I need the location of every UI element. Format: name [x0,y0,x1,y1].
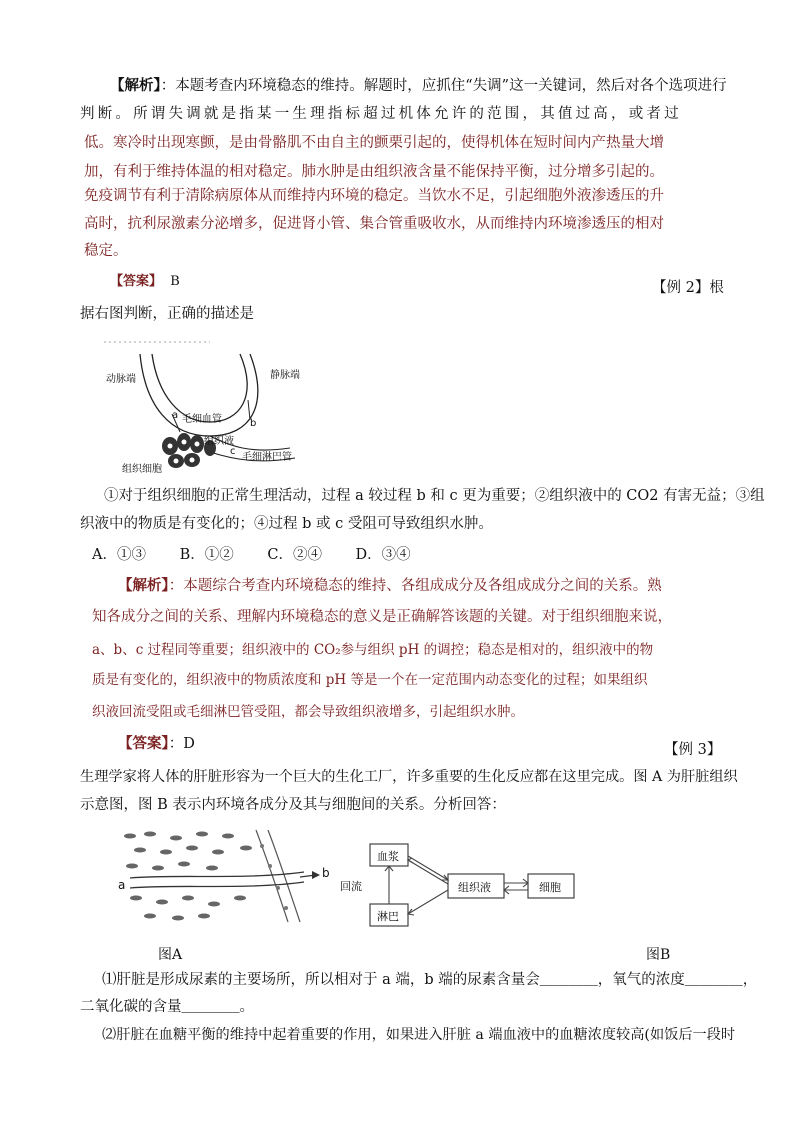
label-a: a [172,410,179,421]
flow-arrowhead [312,871,320,879]
arrow-fluid-to-lymph [408,890,448,914]
ex3-stem-2: 示意图，图 B 表示内环境各成分及其与细胞间的关系。分析回答： [80,797,506,813]
ex2-options: A．①③ B．①② C．②④ D．③④ [92,547,411,563]
label-artery-end: 动脉端 [106,374,136,385]
label-c: c [230,446,236,457]
liver-cell [196,832,208,837]
blood-cell [284,906,288,910]
ex2-analysis-line-5: 织液回流受阻或毛细淋巴管受阻，都会导致组织液增多，引起组织水肿。 [92,704,524,720]
ex2-answer [118,734,195,754]
ex2-stem-3: 织液中的物质是有变化的；④过程 b 或 c 受阻可导致组织水肿。 [80,516,493,532]
arrow-b [248,400,250,420]
figure-a-liver-tissue [116,826,332,926]
liver-cell [206,866,218,871]
ex2-stem-2: ①对于组织细胞的正常生理活动，过程 a 较过程 b 和 c 更为重要；②组织液中的 CO2 有害无益；③组 [104,488,765,504]
ex1-analysis-line-3: 低。寒冷时出现寒颤，是由骨骼肌不由自主的颤栗引起的，使得机体在短时间内产热量大增 [84,135,664,151]
capillary-diagram [100,336,320,476]
ex2-stem-1: 据右图判断，正确的描述是 [80,306,254,322]
ex1-analysis-line-6: 高时，抗利尿激素分泌增多，促进肾小管、集合管重吸收水，从而维持内环境渗透压的相对 [84,216,664,232]
label-b: b [250,418,257,429]
arrow-plasma-to-fluid [408,856,448,880]
cell-nucleus [190,458,195,463]
figure-b-cell: 细胞 [539,881,561,894]
liver-cell [134,848,146,853]
figure-a-caption: 图A [158,947,183,963]
ex1-analysis-line-5: 免疫调节有利于清除病原体从而维持内环境的稳定。当饮水不足，引起细胞外液渗透压的升 [84,188,664,204]
liver-cell [156,900,168,905]
label-tissue-cell: 组织细胞 [122,464,162,475]
liver-cell [182,896,194,901]
label-tissue-fluid: 组织液 [204,436,234,447]
ex2-analysis-line-2: 知各成分之间的关系、理解内环境稳态的意义是正确解答该题的关键。对于组织细胞来说， [92,609,672,625]
ex2-analysis-line-1 [118,576,662,596]
ex1-answer-value: B [170,274,180,289]
label-lymph-capillary: 毛细淋巴管 [242,452,292,463]
liver-cell [130,896,142,901]
ex2-analysis-line-3: a、b、c 过程同等重要；组织液中的 CO₂参与组织 pH 的调控；稳态是相对的，组织液中的物 [92,642,654,658]
figure-b-return: 回流 [340,880,362,893]
ex1-analysis-text-1: ：本题考查内环境稳态的维持。解题时，应抓住“失调”这一关键词，然后对各个选项进行 [160,78,727,94]
ex1-analysis-line-2: 判断。所谓失调就是指某一生理指标超过机体允许的范围，其值过高，或者过 [80,106,682,122]
cell-nucleus [168,444,173,449]
liver-cell [160,850,172,855]
ex1-analysis-line-1 [110,76,727,96]
liver-cell [124,834,136,839]
ex1-answer-tag: 【答案】 [110,274,163,289]
figure-b-lymph: 淋巴 [377,910,399,923]
ex1-analysis-line-4: 加，有利于维持体温的相对稳定。肺水肿是由组织液含量不能保持平衡，过分增多引起的。 [84,164,664,180]
blood-cell [260,844,264,848]
figure-a-label-a: a [118,878,126,892]
ex1-analysis-tag: 【解析】 [110,77,161,94]
ex1-analysis-line-7: 稳定。 [84,243,128,259]
liver-cell [178,862,190,867]
ex2-analysis-text-1: ：本题综合考查内环境稳态的维持、各组成成分及各组成成分之间的关系。熟 [168,578,662,594]
blood-cell [276,886,280,890]
liver-cell [144,914,156,919]
ex3-q1-line-2: 二氧化碳的含量＿＿＿＿。 [80,999,254,1015]
liver-cell [234,896,246,901]
ex1-answer [110,272,180,292]
ex2-analysis-tag: 【解析】 [118,577,169,594]
label-capillary: 毛细血管 [182,414,222,425]
ex2-answer-tag: 【答案】 [118,735,169,752]
arrow-fluid-to-plasma [408,860,448,884]
figure-a-svg [116,826,332,926]
liver-cell [198,914,210,919]
figure-b-tissue-fluid: 组织液 [458,881,491,894]
liver-cell [208,902,220,907]
liver-cell [144,832,156,837]
cell-nucleus [195,442,200,447]
ex3-label: 【例 3】 [664,742,722,758]
liver-cell [152,866,164,871]
blood-cell [268,864,272,868]
ex3-q2-line-1: ⑵肝脏在血糖平衡的维持中起着重要的作用，如果进入肝脏 a 端血液中的血糖浓度较高(如饭后一段时 [102,1027,736,1043]
ex3-stem-1: 生理学家将人体的肝脏形容为一个巨大的生化工厂，许多重要的生化反应都在这里完成。图 A 为肝脏组织 [80,769,738,785]
liver-cell [172,916,184,921]
cell-nucleus [174,459,179,464]
figure-b-caption: 图B [646,947,671,963]
liver-cell [212,850,224,855]
ex2-analysis-line-4: 质是有变化的，组织液中的物质浓度和 pH 等是一个在一定范围内动态变化的过程；如果组织 [92,672,648,688]
label-vein-end: 静脉端 [270,370,300,381]
figure-a-label-b: b [322,866,330,880]
vessel-upper-wall [130,872,304,878]
liver-cell [126,864,138,869]
liver-cell [240,846,252,851]
figure-b-plasma: 血浆 [377,850,399,863]
cell-nucleus [182,440,187,445]
figure-b-flow-diagram [340,838,582,934]
ex3-q1-line-1: ⑴肝脏是形成尿素的主要场所，所以相对于 a 端，b 端的尿素含量会＿＿＿＿，氧气的浓度＿＿＿＿， [102,972,758,988]
liver-cell [170,836,182,841]
liver-cell [222,834,234,839]
ex2-answer-value: ：D [168,736,195,752]
ex2-label: 【例 2】根 [652,280,724,296]
liver-cell [186,846,198,851]
